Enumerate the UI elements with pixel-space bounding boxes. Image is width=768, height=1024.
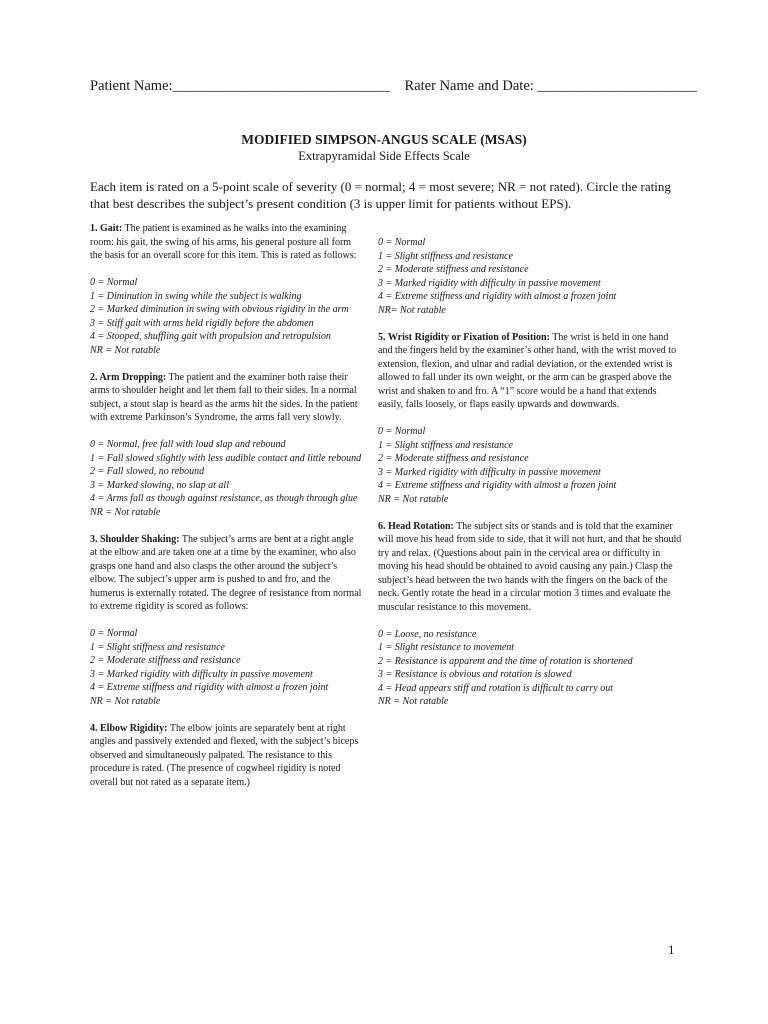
page-number: 1 <box>668 942 675 957</box>
patient-name-field[interactable]: Patient Name:______________________________ <box>90 78 391 94</box>
rating-option[interactable]: 0 = Normal <box>378 426 426 437</box>
rating-option[interactable]: 4 = Extreme stiffness and rigidity with almost a frozen joint <box>378 480 617 491</box>
rating-option[interactable]: 2 = Marked diminution in swing with obvious rigidity in the arm <box>90 304 349 315</box>
document-subtitle: Extrapyramidal Side Effects Scale <box>298 149 470 163</box>
rating-option[interactable]: 0 = Normal <box>90 277 138 288</box>
rating-option[interactable]: 4 = Arms fall as though against resistance, as though through glue <box>90 493 358 504</box>
rating-option[interactable]: 1 = Slight stiffness and resistance <box>90 641 225 653</box>
left-column <box>90 222 362 789</box>
item-description: The patient is examined as he walks into the examining room: his gait, the swing of his arms, his general posture all form the basis for an overall score for this item. This is rated as follows: <box>90 223 357 261</box>
rating-option[interactable]: 4 = Stooped, shuffling gait with propulsion and retropulsion <box>90 331 331 342</box>
rating-option[interactable]: 3 = Marked rigidity with difficulty in passive movement <box>378 466 601 478</box>
item-description: The subject sits or stands and is told that the examiner will move his head from side to side, that it will not hurt, and that he should try and relax. (Questions about pain in the cervical area or difficulty in moving his head should be obtained to avoid causing any pain.) Clasp the subject’s head between the two hands with the fingers on the back of the neck. Gently rotate the head in a circular motion 3 times and evaluate the muscular resistance to this movement. <box>378 520 682 613</box>
rating-option[interactable]: NR = Not ratable <box>90 695 161 707</box>
rating-option[interactable]: NR= Not ratable <box>378 304 446 316</box>
rating-option[interactable]: 4 = Head appears stiff and rotation is difficult to carry out <box>378 682 613 694</box>
right-column <box>378 236 683 709</box>
rating-option[interactable]: 4 = Extreme stiffness and rigidity with almost a frozen joint <box>90 682 329 693</box>
rating-option[interactable]: 2 = Moderate stiffness and resistance <box>378 264 529 275</box>
item-shoulder-shaking <box>90 533 362 614</box>
rating-option[interactable]: 1 = Slight stiffness and resistance <box>378 250 513 262</box>
item-elbow-rigidity <box>90 722 362 790</box>
item-heading: 5. Wrist Rigidity or Fixation of Position: <box>378 331 550 343</box>
rating-option[interactable]: NR = Not ratable <box>378 493 449 505</box>
header-fields <box>90 78 697 95</box>
rating-option[interactable]: 3 = Resistance is obvious and rotation is slowed <box>378 669 572 680</box>
rating-option[interactable]: 2 = Moderate stiffness and resistance <box>378 453 529 464</box>
item-description: The wrist is held in one hand and the fingers held by the examiner’s other hand, with the wrist moved to extension, flexion, and ulnar and radial deviation, or the extended wrist is allowed to fall under its own weight, or the arm can be grasped above the wrist and shaken to and fro. A “1” score would be a hand that extends easily, falls loosely, or flaps easily upwards and downwards. <box>378 331 677 410</box>
rating-option[interactable]: 3 = Marked rigidity with difficulty in passive movement <box>90 668 313 680</box>
rating-option[interactable]: NR = Not ratable <box>90 506 161 518</box>
rating-option[interactable]: 2 = Fall slowed, no rebound <box>90 466 205 477</box>
rating-option[interactable]: 3 = Marked slowing, no slap at all <box>90 479 229 491</box>
document-title: MODIFIED SIMPSON-ANGUS SCALE (MSAS) <box>241 132 527 147</box>
rating-option[interactable]: 0 = Normal <box>90 628 138 639</box>
item-wrist-rigidity <box>378 331 683 412</box>
rater-name-date-field[interactable]: Rater Name and Date: ______________________ <box>404 78 697 94</box>
item-head-rotation <box>378 520 683 615</box>
rating-option[interactable]: 1 = Fall slowed slightly with less audible contact and little rebound <box>90 452 362 464</box>
rating-option[interactable]: 2 = Moderate stiffness and resistance <box>90 655 241 666</box>
rating-option[interactable]: 0 = Normal <box>378 237 426 248</box>
rating-option[interactable]: NR = Not ratable <box>90 344 161 356</box>
item-arm-dropping <box>90 371 362 425</box>
rating-option[interactable]: 1 = Diminution in swing while the subject is walking <box>90 290 302 302</box>
item-heading: 4. Elbow Rigidity: <box>90 722 168 734</box>
rating-option[interactable]: 1 = Slight resistance to movement <box>378 642 515 653</box>
rating-option[interactable]: 4 = Extreme stiffness and rigidity with almost a frozen joint <box>378 291 617 302</box>
item-description: The subject’s arms are bent at a right angle at the elbow and are taken one at a time by the examiner, who also grasps one hand and also clasps the other around the subject’s elbow. The subject’s upper arm is pushed to and fro, and the humerus is externally rotated. The degree of resistance from normal to extreme rigidity is scored as follows: <box>90 533 362 612</box>
rating-option[interactable]: 2 = Resistance is apparent and the time of rotation is shortened <box>378 655 633 667</box>
instructions-paragraph: Each item is rated on a 5-point scale of severity (0 = normal; 4 = most severe; NR = not rated). Circle the rating that best describes the subject’s present condition (3 is upper limit for patients without EPS). <box>90 179 671 211</box>
item-heading: 6. Head Rotation: <box>378 520 454 532</box>
item-heading: 1. Gait: <box>90 223 123 234</box>
rating-option[interactable]: 0 = Normal, free fall with loud slap and rebound <box>90 439 286 450</box>
item-description: The patient and the examiner both raise their arms to shoulder height and let them fall to their sides. In a normal subject, a stout slap is heard as the arms hit the sides. In the patient with extreme Parkinson’s Syndrome, the arms fall very slowly. <box>90 371 358 423</box>
item-gait <box>90 222 362 263</box>
item-heading: 2. Arm Dropping: <box>90 371 167 383</box>
rating-option[interactable]: 3 = Marked rigidity with difficulty in passive movement <box>378 277 601 289</box>
item-heading: 3. Shoulder Shaking: <box>90 533 180 545</box>
rating-option[interactable]: 0 = Loose, no resistance <box>378 628 477 640</box>
rating-option[interactable]: 3 = Stiff gait with arms held rigidly before the abdomen <box>90 317 314 329</box>
item-description: The elbow joints are separately bent at right angles and passively extended and flexed, with the subject’s biceps observed and simultaneously palpated. The resistance to this procedure is rated. (The presence of cogwheel rigidity is noted overall but not rated as a separate item.) <box>90 722 359 788</box>
rating-option[interactable]: 1 = Slight stiffness and resistance <box>378 439 513 451</box>
rating-option[interactable]: NR = Not ratable <box>378 696 449 707</box>
